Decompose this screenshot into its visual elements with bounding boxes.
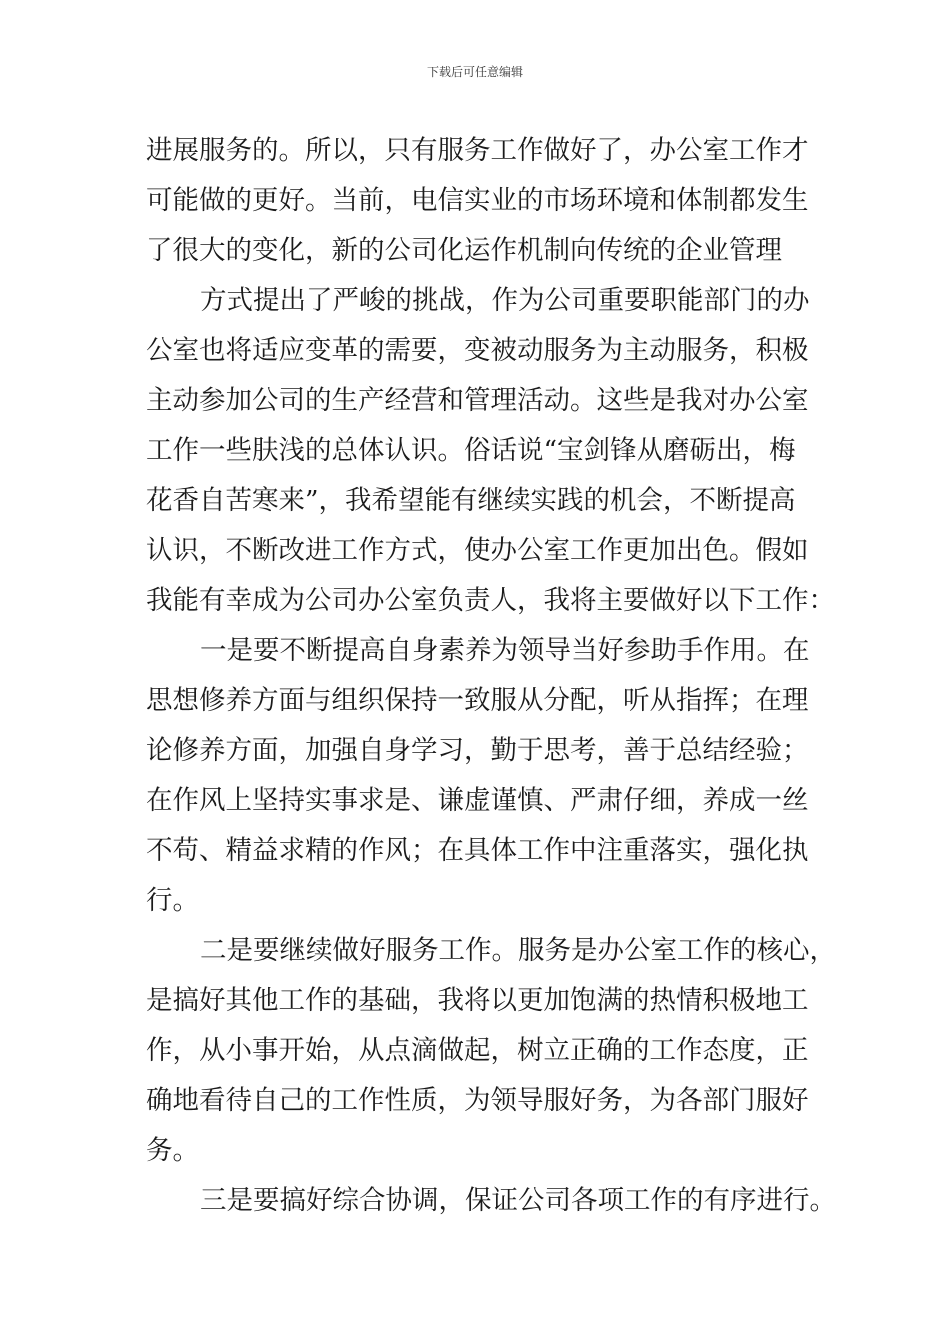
- text-line: 我能有幸成为公司办公室负责人，我将主要做好以下工作：: [146, 585, 835, 616]
- text-line: 在作风上坚持实事求是、谦虚谨慎、严肃仔细，养成一丝: [146, 785, 809, 816]
- text-line: 行。: [146, 885, 199, 916]
- text-line: 作，从小事开始，从点滴做起，树立正确的工作态度，正: [146, 1035, 809, 1066]
- text-line: 工作一些肤浅的总体认识。俗话说“宝剑锋从磨砺出，梅: [146, 435, 796, 466]
- paragraph-first-line: 一是要不断提高自身素养为领导当好参助手作用。在: [200, 635, 810, 666]
- text-line: 不苟、精益求精的作风；在具体工作中注重落实，强化执: [146, 835, 809, 866]
- text-line: 论修养方面，加强自身学习，勤于思考，善于总结经验；: [146, 735, 809, 766]
- paragraph-first-line: 三是要搞好综合协调，保证公司各项工作的有序进行。: [200, 1185, 836, 1216]
- text-line: 可能做的更好。当前，电信实业的市场环境和体制都发生: [146, 185, 809, 216]
- text-line: 务。: [146, 1135, 199, 1166]
- paragraph-first-line: 方式提出了严峻的挑战，作为公司重要职能部门的办: [200, 285, 810, 316]
- text-line: 确地看待自己的工作性质，为领导服好务，为各部门服好: [146, 1085, 809, 1116]
- page-header: 下载后可任意编辑: [426, 65, 523, 79]
- text-line: 花香自苦寒来”，我希望能有继续实践的机会，不断提高: [146, 485, 796, 516]
- text-line: 认识，不断改进工作方式，使办公室工作更加出色。假如: [146, 535, 809, 566]
- text-line: 思想修养方面与组织保持一致服从分配，听从指挥；在理: [146, 685, 809, 716]
- text-line: 公室也将适应变革的需要，变被动服务为主动服务，积极: [146, 335, 809, 366]
- text-line: 了很大的变化，新的公司化运作机制向传统的企业管理: [146, 235, 782, 266]
- text-line: 是搞好其他工作的基础，我将以更加饱满的热情积极地工: [146, 985, 809, 1016]
- document-body: [146, 126, 846, 1226]
- text-line: 主动参加公司的生产经营和管理活动。这些是我对办公室: [146, 385, 809, 416]
- paragraph-first-line: 二是要继续做好服务工作。服务是办公室工作的核心，: [200, 935, 836, 966]
- text-line: 进展服务的。所以，只有服务工作做好了，办公室工作才: [146, 135, 809, 166]
